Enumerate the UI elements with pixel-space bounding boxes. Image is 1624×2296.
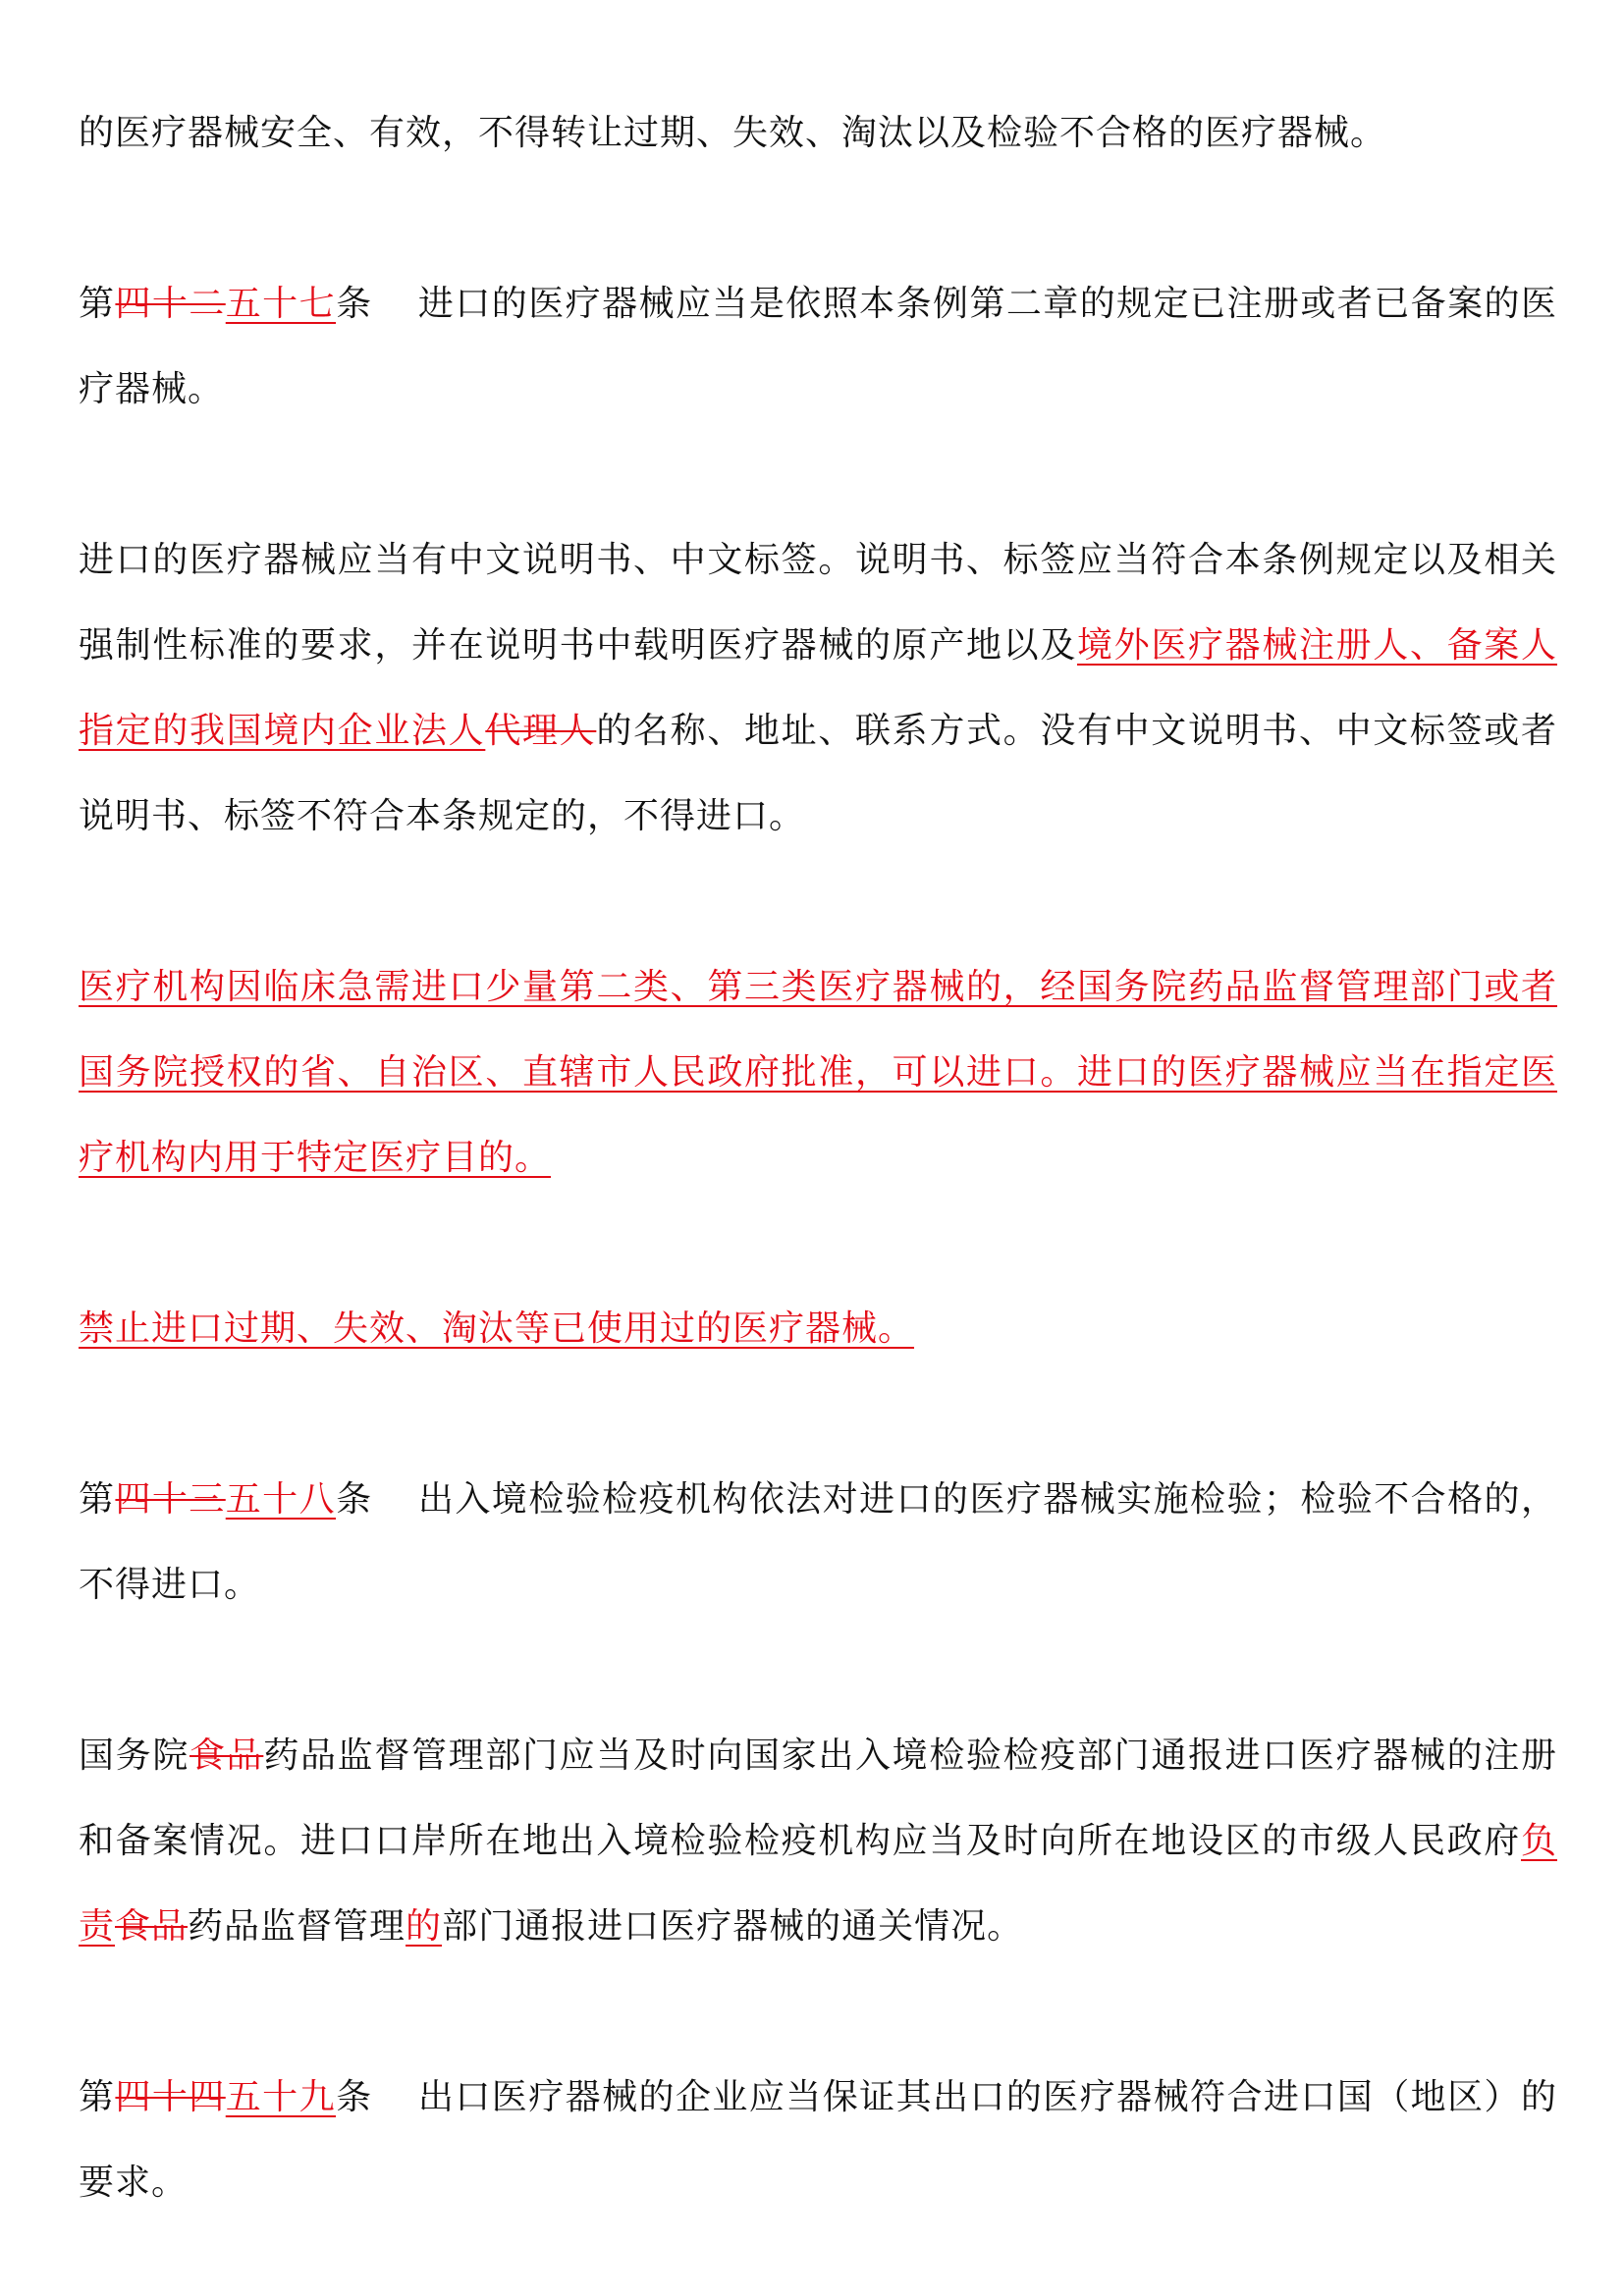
deleted-article-number: 四十四 [115,2077,226,2117]
deleted-article-number: 四十三 [115,1479,226,1520]
article-prefix: 第 [79,284,116,324]
paragraph-chinese-labels [79,517,1557,859]
paragraph-gap [79,1628,1557,1713]
inserted-article-number: 五十八 [225,1479,337,1520]
article-58 [79,1457,1557,1628]
deleted-article-number: 四十二 [115,284,226,324]
paragraph-gap [79,1371,1557,1457]
inserted-article-number: 五十九 [225,2077,337,2117]
paragraph-gap [79,432,1557,517]
inserted-article-number: 五十七 [225,284,337,324]
article-body: 出入境检验检疫机构依法对进口的医疗器械实施检验；检验不合格的，不得进口。 [79,1479,1557,1605]
paragraph-text: 的医疗器械安全、有效，不得转让过期、失效、淘汰以及检验不合格的医疗器械。 [79,113,1387,153]
paragraph-import-ban [79,1286,1557,1371]
paragraph-text: 药品监督管理部门应当及时向国家出入境检验检疫部门通报进口医疗器械的注册和备案情况。进口口岸所在地出入境检验检疫机构应当及时向所在地设区的市级人民政府 [79,1735,1557,1861]
paragraph-gap [79,1969,1557,2055]
inserted-text: 禁止进口过期、失效、淘汰等已使用过的医疗器械。 [79,1308,915,1349]
deleted-text: 代理人 [485,711,597,751]
paragraph-urgent-import [79,944,1557,1201]
paragraph-text: 进口的医疗器械应当有中文说明书、中文标签。说明书、标签应当符合本条例规定以及相关强制性标准的要求，并在说明书中载明医疗器械的原产地以及 [79,540,1557,666]
paragraph-continuation [79,90,1557,176]
deleted-text: 食品 [189,1735,264,1776]
paragraph-text: 的名称、地址、联系方式。没有中文说明书、中文标签或者说明书、标签不符合本条规定的，不得进口。 [79,711,1557,836]
paragraph-text: 药品监督管理 [188,1906,406,1947]
paragraph-text: 国务院 [79,1735,189,1776]
inserted-text: 医疗机构因临床急需进口少量第二类、第三类医疗器械的，经国务院药品监督管理部门或者国务院授权的省、自治区、直辖市人民政府批准，可以进口。进口的医疗器械应当在指定医疗机构内用于特定医疗目的。 [79,967,1557,1178]
paragraph-notification [79,1713,1557,1969]
document-page [79,90,1557,2225]
article-body: 出口医疗器械的企业应当保证其出口的医疗器械符合进口国（地区）的要求。 [79,2077,1557,2203]
paragraph-text: 部门通报进口医疗器械的通关情况。 [442,1906,1024,1947]
paragraph-gap [79,859,1557,944]
inserted-text: 境外医疗器械注册人、备案人指定的我国境内企业法人 [79,625,1557,751]
article-body: 进口的医疗器械应当是依照本条例第二章的规定已注册或者已备案的医疗器械。 [79,284,1557,409]
article-suffix: 条 [336,284,373,324]
article-suffix: 条 [336,2077,373,2117]
article-57 [79,261,1557,432]
inserted-text: 的 [406,1906,443,1947]
inserted-text: 负责 [79,1821,1557,1947]
article-prefix: 第 [79,1479,116,1520]
article-suffix: 条 [336,1479,373,1520]
paragraph-gap [79,1201,1557,1286]
deleted-text: 食品 [115,1906,189,1947]
paragraph-gap [79,176,1557,261]
article-prefix: 第 [79,2077,116,2117]
article-59 [79,2055,1557,2225]
